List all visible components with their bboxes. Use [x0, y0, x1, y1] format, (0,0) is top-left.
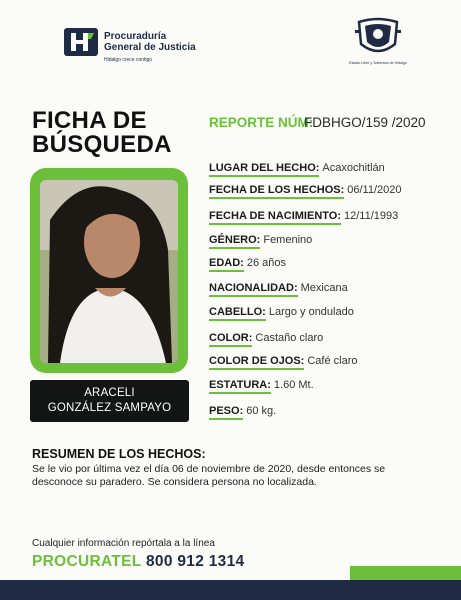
field-cabello — [209, 305, 354, 323]
field-label: FECHA DE LOS HECHOS: — [209, 184, 344, 199]
field-value: 06/11/2020 — [347, 184, 402, 196]
field-label: GÉNERO: — [209, 234, 260, 249]
field-label: EDAD: — [209, 257, 244, 272]
field-value: Acaxochitlán — [322, 162, 385, 174]
contact-info: Cualquier información repórtala a la línea — [32, 538, 215, 549]
field-value: 26 años — [246, 257, 286, 269]
footer-bar — [0, 580, 461, 600]
field-fecha-hechos — [209, 183, 402, 201]
field-label: NACIONALIDAD: — [209, 282, 298, 297]
title-line2: BÚSQUEDA — [32, 131, 172, 158]
person-name — [30, 380, 189, 422]
person-photo — [40, 180, 178, 363]
field-color-ojos — [209, 354, 357, 372]
field-label: LUGAR DEL HECHO: — [209, 162, 319, 177]
field-value: Castaño claro — [255, 332, 324, 344]
field-peso — [209, 404, 276, 422]
field-lugar — [209, 161, 385, 179]
phone-number: 800 912 1314 — [146, 553, 245, 570]
title-line1: FICHA DE — [32, 107, 147, 134]
field-value: Café claro — [307, 355, 358, 367]
summary-text: Se le vio por última vez el día 06 de noviembre de 2020, desde entonces se desconoce su paradero. Se considera persona no localizada. — [32, 463, 386, 488]
field-label: FECHA DE NACIMIENTO: — [209, 210, 341, 225]
field-color — [209, 331, 323, 349]
field-genero — [209, 233, 312, 251]
field-label: CABELLO: — [209, 306, 266, 321]
procuratel-label: PROCURATEL — [32, 553, 142, 570]
field-label: COLOR: — [209, 332, 252, 347]
field-nacionalidad — [209, 281, 348, 299]
seal-caption: Estado Libre y Soberano de Hidalgo — [349, 61, 407, 65]
field-label: ESTATURA: — [209, 379, 271, 394]
report-label: REPORTE NÚM: — [209, 115, 314, 130]
logo-line1: Procuraduría — [104, 31, 167, 42]
logo-line2: General de Justicia — [104, 42, 196, 53]
summary-title: RESUMEN DE LOS HECHOS: — [32, 447, 206, 461]
pgj-logo-text — [104, 31, 196, 66]
field-value: 12/11/1993 — [344, 210, 399, 222]
logo-line3: Hidalgo crece contigo — [104, 57, 153, 63]
field-value: Mexicana — [300, 282, 348, 294]
field-fecha-nacimiento — [209, 209, 398, 227]
field-label: PESO: — [209, 405, 243, 420]
name-line2: GONZÁLEZ SAMPAYO — [47, 402, 172, 414]
pgj-logo-icon — [64, 28, 98, 56]
field-value: Largo y ondulado — [268, 306, 354, 318]
hidalgo-seal-icon — [353, 16, 403, 58]
report-number: FDBHGO/159 /2020 — [304, 115, 426, 130]
name-line1: ARACELI — [84, 387, 135, 399]
field-value: Femenino — [263, 234, 313, 246]
page-title — [32, 109, 172, 157]
field-value: 60 kg. — [246, 405, 277, 417]
field-value: 1.60 Mt. — [273, 379, 314, 391]
field-label: COLOR DE OJOS: — [209, 355, 304, 370]
field-estatura — [209, 378, 314, 396]
footer-accent-bar — [350, 566, 461, 580]
field-edad — [209, 256, 286, 274]
